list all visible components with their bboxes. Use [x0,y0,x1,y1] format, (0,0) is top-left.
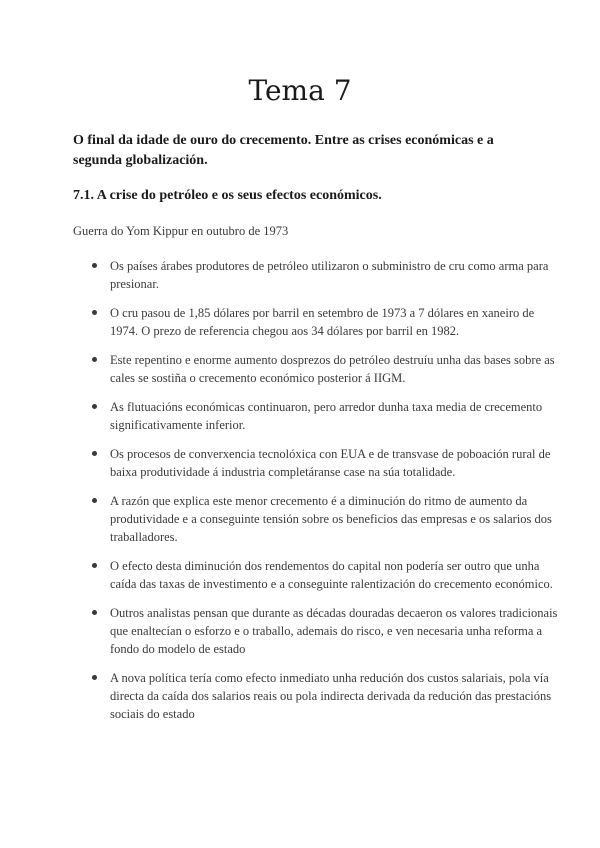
intro-line: Guerra do Yom Kippur en outubro de 1973 [73,224,289,238]
bullet-dot-icon [92,263,97,268]
list-item-text: Outros analistas pensan que durante as décadas douradas decaeron os valores tradicionais que enaltecían o esforzo e o traballo, ademais do risco, e ven necesaria unha reforma a fondo do modelo de estado [110,606,558,656]
list-item [92,257,562,293]
bullet-dot-icon [92,498,97,503]
bullet-dot-icon [92,451,97,456]
bullet-dot-icon [92,675,97,680]
list-item-text: As flutuacións económicas continuaron, pero arredor dunha taxa media de crecemento significativamente inferior. [110,400,543,432]
list-item-text: Os procesos de converxencia tecnolóxica con EUA e de transvase de poboación rural de baixa produtividade á industria completáranse case na súa totalidade. [110,447,551,479]
list-item-text: Este repentino e enorme aumento dosprezos do petróleo destruíu unha das bases sobre as cales se sostiña o crecemento económico posterior á IIGM. [110,353,555,385]
list-item [92,669,562,723]
list-item-text: Os países árabes produtores de petróleo utilizaron o subministro de cru como arma para presionar. [110,259,549,291]
list-item [92,492,562,546]
list-item [92,398,562,434]
list-item [92,304,562,340]
bullet-dot-icon [92,610,97,615]
list-item [92,351,562,387]
list-item [92,445,562,481]
chapter-subtitle: O final da idade de ouro do crecemento. Entre as crises económicas e a segunda globalización. [73,133,494,168]
bullet-list [92,257,562,734]
list-item [92,604,562,658]
list-item-text: O cru pasou de 1,85 dólares por barril en setembro de 1973 a 7 dólares en xaneiro de 1974. O prezo de referencia chegou aos 34 dólares por barril en 1982. [110,306,535,338]
bullet-dot-icon [92,563,97,568]
bullet-dot-icon [92,404,97,409]
bullet-dot-icon [92,357,97,362]
list-item [92,557,562,593]
list-item-text: A nova política tería como efecto inmediato unha redución dos custos salariais, pola vía directa da caída dos salarios reais ou pola indirecta derivada da redución das prestacións sociais do estado [110,671,552,721]
list-item-text: A razón que explica este menor crecemento é a diminución do ritmo de aumento da produtividade e a conseguinte tensión sobre os beneficios das empresas e os salarios dos traballadores. [110,494,552,544]
page-title: Tema 7 [248,74,352,107]
list-item-text: O efecto desta diminución dos rendementos do capital non podería ser outro que unha caída das taxas de investimento e a conseguinte ralentización do crecemento económico. [110,559,553,591]
section-heading: 7.1. A crise do petróleo e os seus efectos económicos. [73,188,382,203]
bullet-dot-icon [92,310,97,315]
